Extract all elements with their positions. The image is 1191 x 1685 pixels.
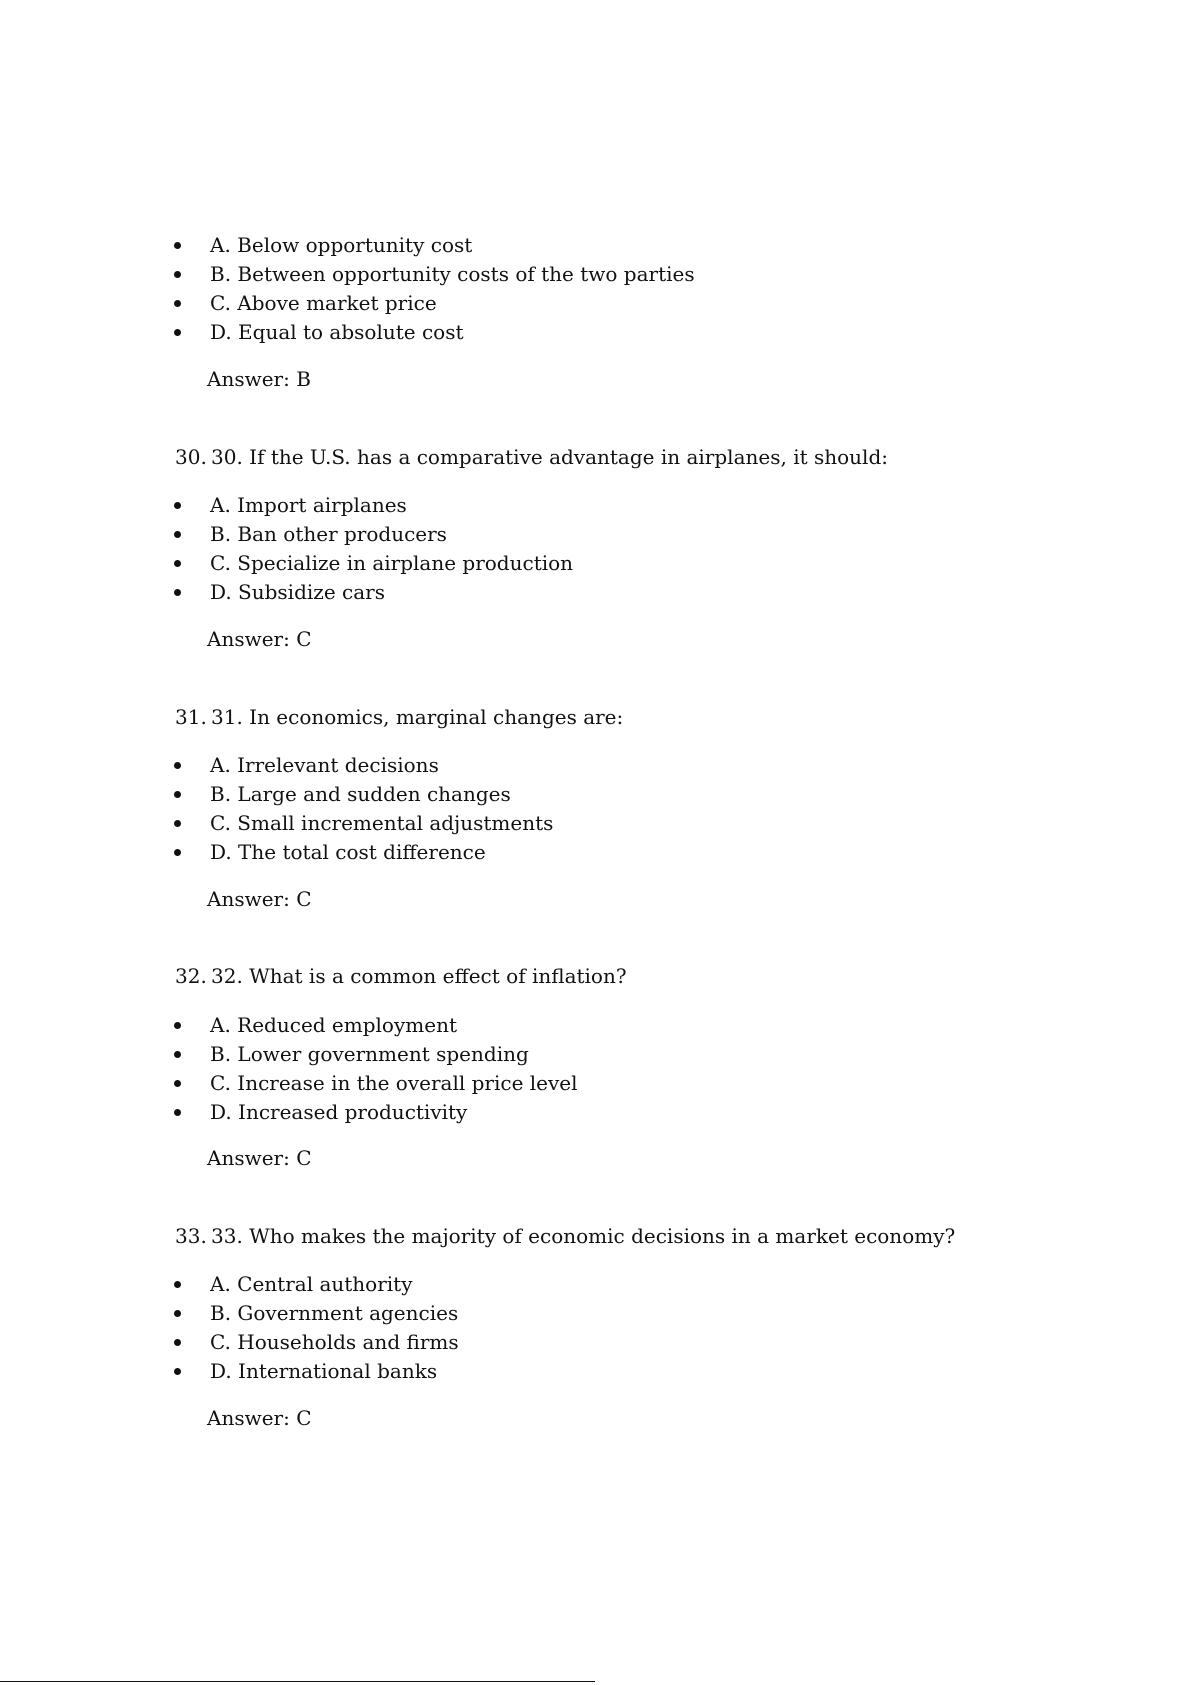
answer-text: Answer: C — [207, 887, 312, 911]
bullet-icon — [174, 1339, 181, 1346]
answer-text: Answer: C — [207, 1146, 312, 1170]
option-text: D. Increased productivity — [210, 1100, 468, 1124]
bullet-icon — [174, 1051, 181, 1058]
bullet-icon — [174, 1368, 181, 1375]
bullet-icon — [174, 1310, 181, 1317]
option-text: C. Small incremental adjustments — [210, 811, 554, 835]
bullet-icon — [174, 1281, 181, 1288]
bullet-icon — [174, 762, 181, 769]
bullet-icon — [174, 791, 181, 798]
option-text: D. The total cost difference — [210, 840, 486, 864]
question-text: 31. In economics, marginal changes are: — [211, 705, 624, 729]
question-heading — [175, 962, 627, 991]
bullet-icon — [174, 531, 181, 538]
question-text: 32. What is a common effect of inflation? — [211, 964, 627, 988]
option-text: A. Below opportunity cost — [210, 233, 473, 257]
option-text: D. Subsidize cars — [210, 580, 385, 604]
option-text: C. Increase in the overall price level — [210, 1071, 578, 1095]
option-text: A. Reduced employment — [210, 1013, 457, 1037]
question-heading — [175, 1222, 955, 1251]
option-text: A. Import airplanes — [210, 493, 407, 517]
question-text: 30. If the U.S. has a comparative advantage in airplanes, it should: — [211, 445, 888, 469]
question-number: 33. — [175, 1224, 207, 1248]
bullet-icon — [174, 589, 181, 596]
answer-text: Answer: C — [207, 1406, 312, 1430]
question-number: 31. — [175, 705, 207, 729]
bullet-icon — [174, 300, 181, 307]
bullet-icon — [174, 849, 181, 856]
bullet-icon — [174, 1022, 181, 1029]
option-text: B. Lower government spending — [210, 1042, 529, 1066]
option-text: B. Ban other producers — [210, 522, 447, 546]
question-text: 33. Who makes the majority of economic decisions in a market economy? — [211, 1224, 956, 1248]
answer-text: Answer: B — [207, 367, 311, 391]
bullet-icon — [174, 329, 181, 336]
bullet-icon — [174, 1080, 181, 1087]
option-text: B. Government agencies — [210, 1301, 459, 1325]
option-text: B. Between opportunity costs of the two parties — [210, 262, 695, 286]
bullet-icon — [174, 271, 181, 278]
option-text: D. Equal to absolute cost — [210, 320, 464, 344]
option-text: D. International banks — [210, 1359, 438, 1383]
option-text: B. Large and sudden changes — [210, 782, 511, 806]
bullet-icon — [174, 820, 181, 827]
bullet-icon — [174, 560, 181, 567]
option-text: C. Specialize in airplane production — [210, 551, 574, 575]
page-bottom-rule — [0, 1681, 595, 1682]
option-text: A. Central authority — [210, 1272, 413, 1296]
question-number: 30. — [175, 445, 207, 469]
bullet-icon — [174, 242, 181, 249]
bullet-icon — [174, 502, 181, 509]
question-heading — [175, 703, 623, 732]
option-text: A. Irrelevant decisions — [210, 753, 439, 777]
option-text: C. Above market price — [210, 291, 437, 315]
bullet-icon — [174, 1109, 181, 1116]
question-number: 32. — [175, 964, 207, 988]
answer-text: Answer: C — [207, 627, 312, 651]
option-text: C. Households and firms — [210, 1330, 459, 1354]
question-heading — [175, 443, 888, 472]
